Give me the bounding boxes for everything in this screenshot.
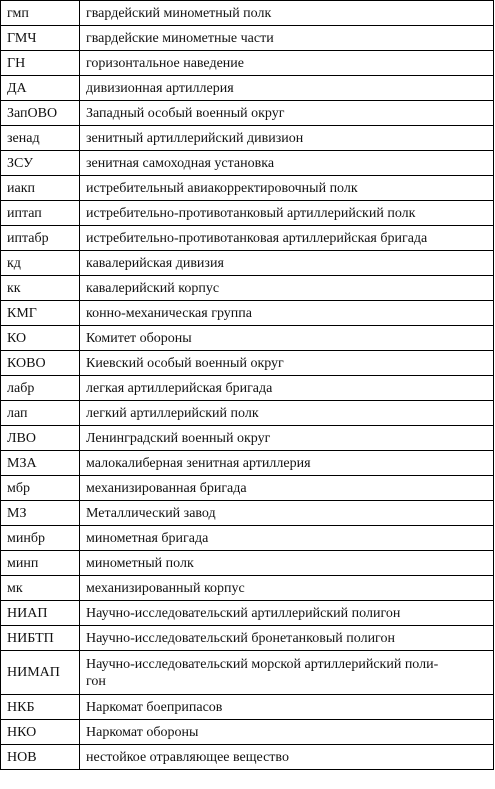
table-row (1, 601, 494, 626)
definition-cell: гвардейские минометные части (80, 26, 494, 51)
abbreviation-cell: гмп (1, 1, 80, 26)
table-row (1, 695, 494, 720)
table-row (1, 51, 494, 76)
abbreviation-cell: ЗапОВО (1, 101, 80, 126)
definition-cell: кавалерийская дивизия (80, 251, 494, 276)
abbreviation-cell: МЗ (1, 501, 80, 526)
table-row (1, 626, 494, 651)
abbreviation-cell: кд (1, 251, 80, 276)
definition-cell: Научно-исследовательский бронетанковый полигон (80, 626, 494, 651)
table-row (1, 501, 494, 526)
definition-cell (80, 651, 494, 695)
table-row (1, 451, 494, 476)
abbreviation-cell: лабр (1, 376, 80, 401)
abbreviation-cell: ЛВО (1, 426, 80, 451)
definition-cell: нестойкое отравляющее вещество (80, 745, 494, 770)
table-row (1, 26, 494, 51)
definition-cell: легкий артиллерийский полк (80, 401, 494, 426)
table-row (1, 176, 494, 201)
abbreviation-cell: иптап (1, 201, 80, 226)
table-row (1, 576, 494, 601)
table-row (1, 651, 494, 695)
definition-line: Научно-исследовательский морской артиллерийский поли- (86, 656, 439, 672)
definition-cell: минометная бригада (80, 526, 494, 551)
abbreviation-cell: иакп (1, 176, 80, 201)
table-row (1, 251, 494, 276)
definition-cell: механизированный корпус (80, 576, 494, 601)
table-row (1, 401, 494, 426)
definition-cell: Научно-исследовательский артиллерийский полигон (80, 601, 494, 626)
table-row (1, 101, 494, 126)
definition-cell: истребительно-противотанковый артиллерийский полк (80, 201, 494, 226)
abbreviation-cell: кк (1, 276, 80, 301)
abbreviation-cell: НИАП (1, 601, 80, 626)
definition-cell: зенитный артиллерийский дивизион (80, 126, 494, 151)
definition-cell: Комитет обороны (80, 326, 494, 351)
abbreviation-cell: ДА (1, 76, 80, 101)
table-row (1, 720, 494, 745)
table-row (1, 745, 494, 770)
definition-line: гон (86, 673, 106, 689)
abbreviation-cell: НИМАП (1, 651, 80, 695)
table-row (1, 526, 494, 551)
table-row (1, 76, 494, 101)
table-row (1, 326, 494, 351)
definition-cell: Западный особый военный округ (80, 101, 494, 126)
abbreviation-cell: ГН (1, 51, 80, 76)
abbreviation-cell: КО (1, 326, 80, 351)
definition-cell: минометный полк (80, 551, 494, 576)
definition-cell: истребительный авиакорректировочный полк (80, 176, 494, 201)
abbreviation-cell: минбр (1, 526, 80, 551)
table-row (1, 301, 494, 326)
definition-cell: малокалиберная зенитная артиллерия (80, 451, 494, 476)
definition-cell: Металлический завод (80, 501, 494, 526)
abbreviation-cell: НОВ (1, 745, 80, 770)
table-row (1, 476, 494, 501)
definition-cell: легкая артиллерийская бригада (80, 376, 494, 401)
abbreviation-cell: НКБ (1, 695, 80, 720)
abbreviation-cell: мбр (1, 476, 80, 501)
definition-cell: зенитная самоходная установка (80, 151, 494, 176)
definition-cell: гвардейский минометный полк (80, 1, 494, 26)
abbreviation-cell: КОВО (1, 351, 80, 376)
table-row (1, 351, 494, 376)
table-row (1, 1, 494, 26)
definition-cell: механизированная бригада (80, 476, 494, 501)
table-row (1, 276, 494, 301)
definition-cell: Киевский особый военный округ (80, 351, 494, 376)
definition-cell: горизонтальное наведение (80, 51, 494, 76)
table-row (1, 376, 494, 401)
definition-cell: Наркомат боеприпасов (80, 695, 494, 720)
abbreviation-cell: МЗА (1, 451, 80, 476)
table-row (1, 226, 494, 251)
definition-cell: дивизионная артиллерия (80, 76, 494, 101)
abbreviation-cell: зенад (1, 126, 80, 151)
abbreviation-cell: НИБТП (1, 626, 80, 651)
abbreviation-cell: лап (1, 401, 80, 426)
table-row (1, 151, 494, 176)
abbreviation-cell: ГМЧ (1, 26, 80, 51)
definition-cell: Наркомат обороны (80, 720, 494, 745)
definition-cell: конно-механическая группа (80, 301, 494, 326)
table-row (1, 551, 494, 576)
table-row (1, 426, 494, 451)
definition-cell: Ленинградский военный округ (80, 426, 494, 451)
abbreviation-cell: КМГ (1, 301, 80, 326)
table-row (1, 201, 494, 226)
abbreviation-cell: мк (1, 576, 80, 601)
definition-cell: кавалерийский корпус (80, 276, 494, 301)
abbreviation-cell: ЗСУ (1, 151, 80, 176)
abbreviation-cell: иптабр (1, 226, 80, 251)
table-row (1, 126, 494, 151)
abbreviation-cell: НКО (1, 720, 80, 745)
abbreviation-cell: минп (1, 551, 80, 576)
definition-cell: истребительно-противотанковая артиллерийская бригада (80, 226, 494, 251)
